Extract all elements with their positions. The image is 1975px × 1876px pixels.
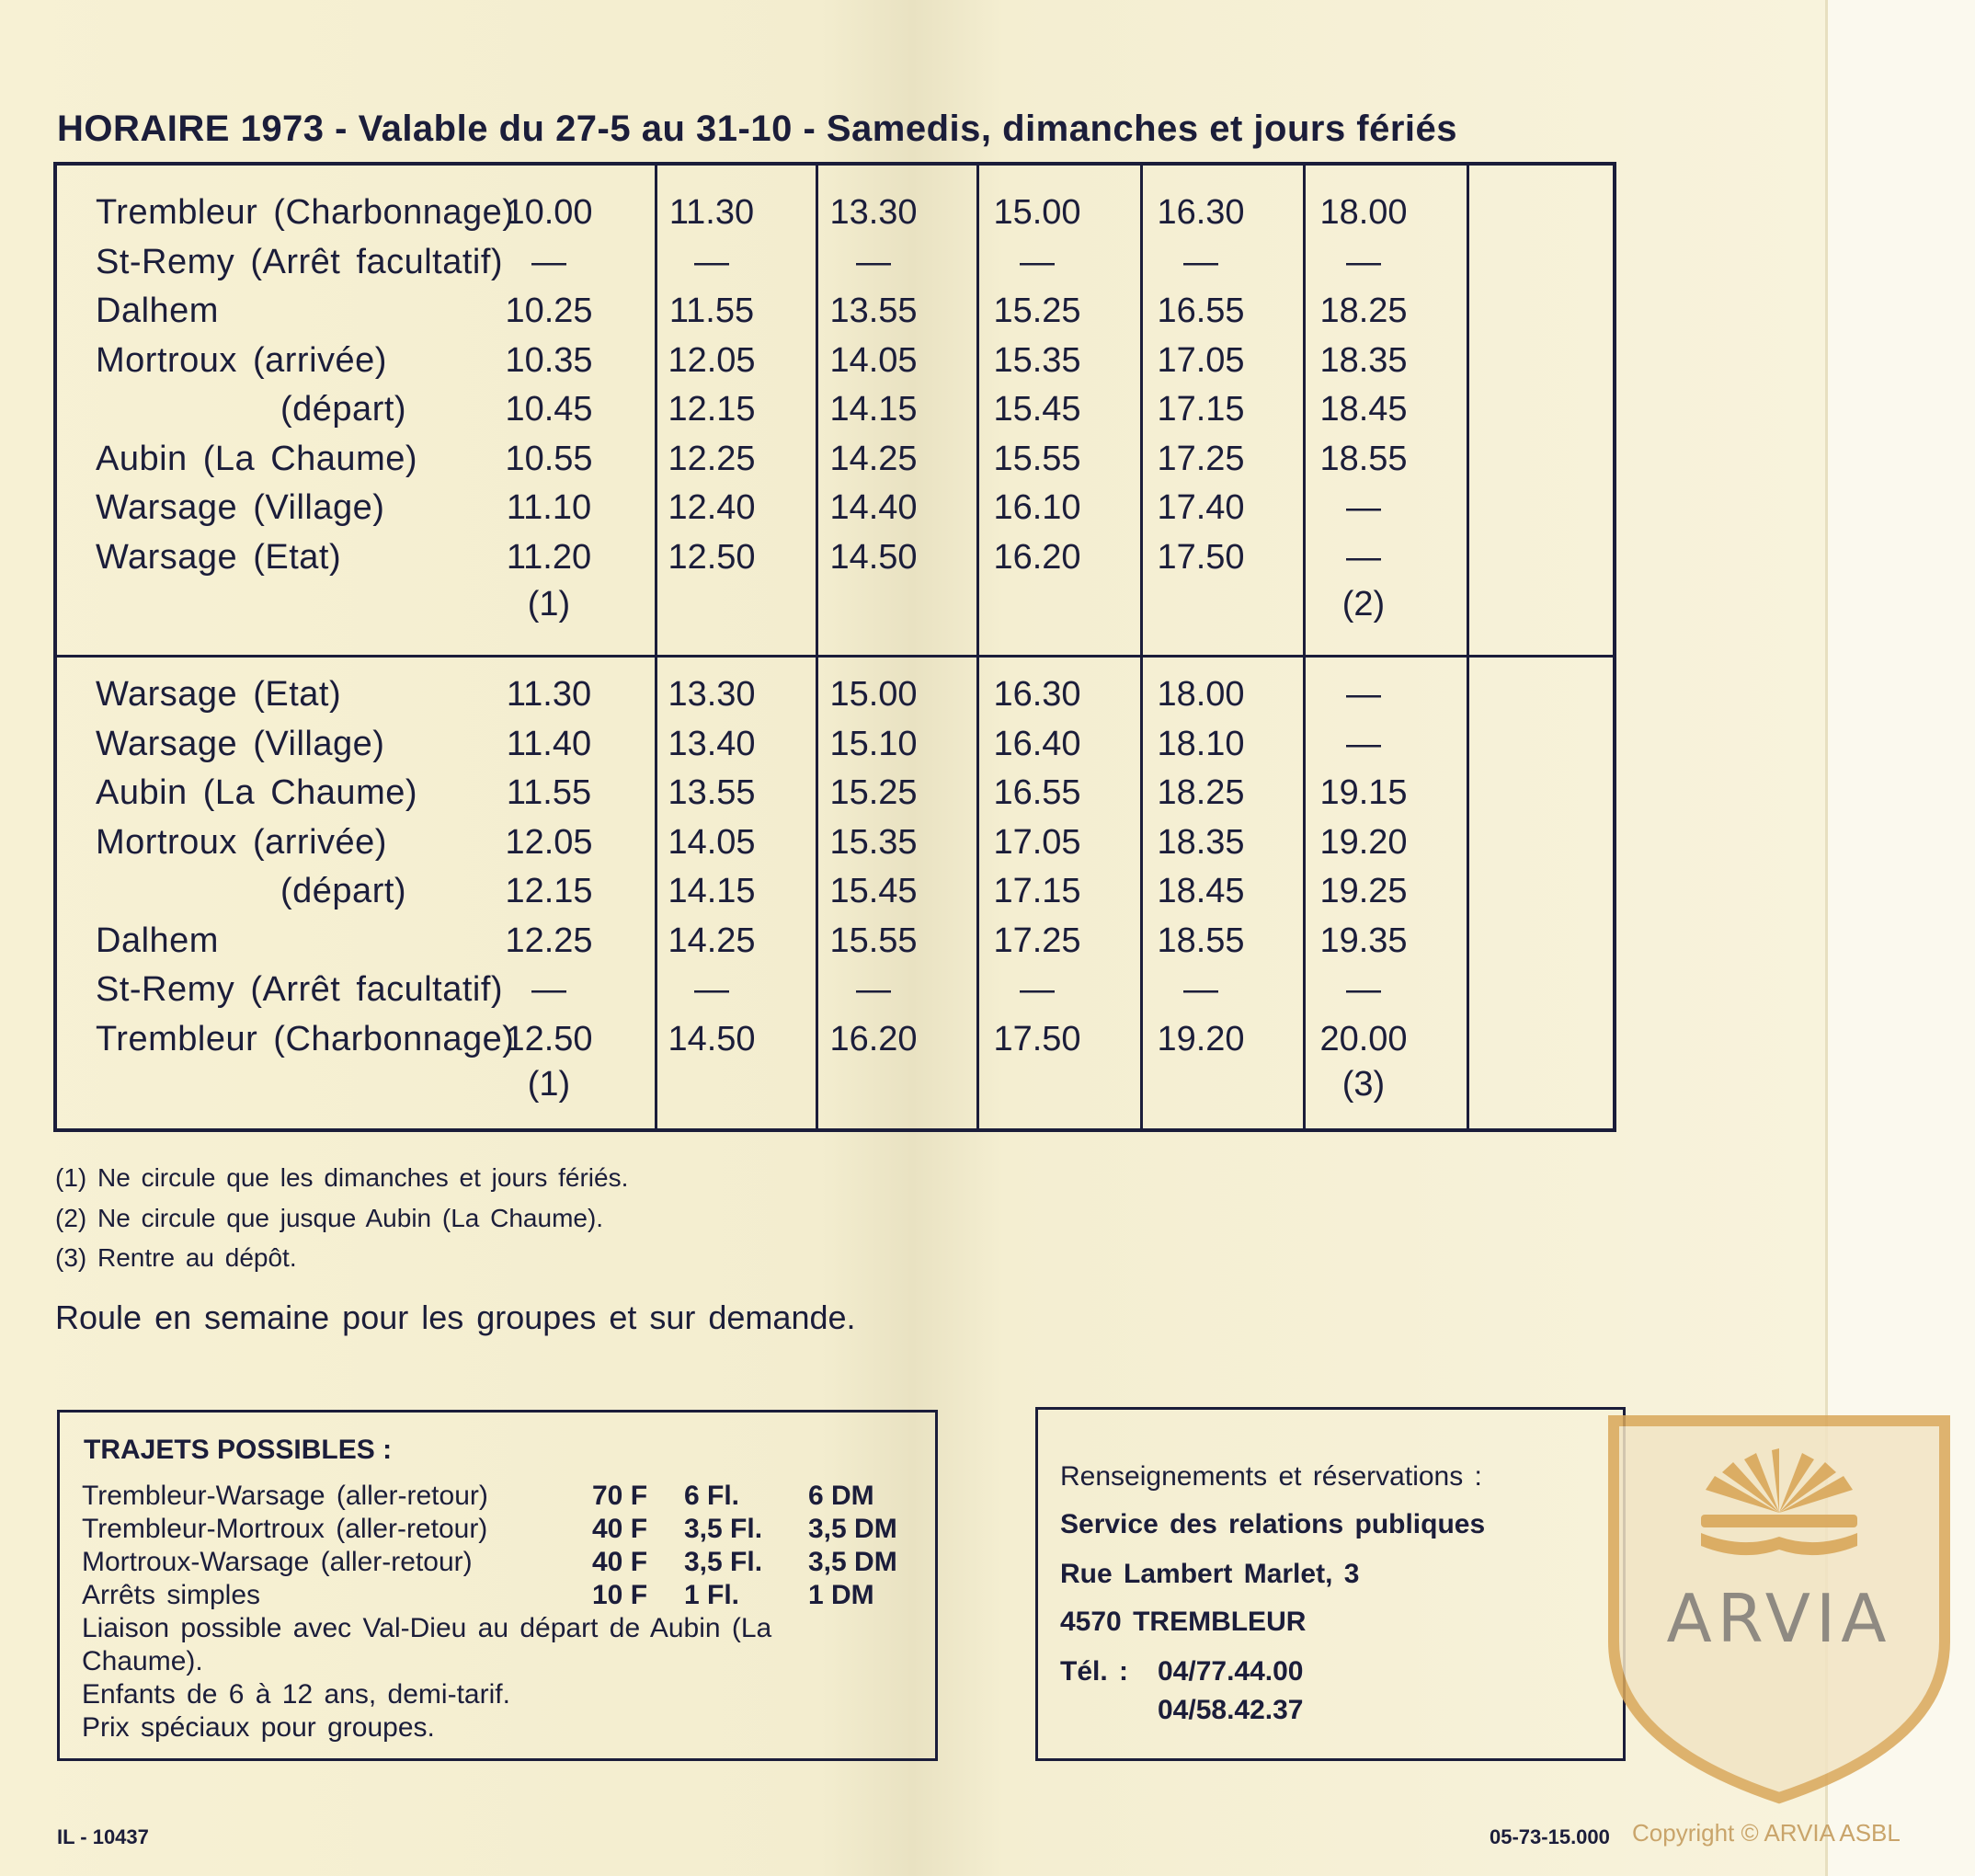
fare-mark: 1 DM [808, 1580, 874, 1610]
stop-name: Mortroux (arrivée) [96, 822, 387, 862]
departure-time: 18.35 [1157, 822, 1245, 862]
fare-franc: 70 F [592, 1481, 648, 1511]
fare-route: Mortroux-Warsage (aller-retour) [82, 1547, 473, 1577]
departure-time: 15.00 [993, 193, 1081, 232]
departure-time: 11.20 [506, 537, 592, 577]
departure-time: 15.00 [829, 675, 918, 714]
departure-time: 19.25 [1319, 872, 1408, 910]
arvia-logo [1595, 1412, 1963, 1807]
stop-name: Mortroux (arrivée) [96, 340, 387, 380]
departure-time: — [1020, 970, 1055, 1009]
departure-time: 12.05 [668, 340, 756, 380]
trajets-note: Liaison possible avec Val-Dieu au départ de Aubin (La [82, 1613, 772, 1643]
section-divider [57, 655, 1613, 658]
departure-time: 11.30 [506, 675, 592, 714]
fare-route: Trembleur-Mortroux (aller-retour) [82, 1514, 488, 1544]
contact-street: Rue Lambert Marlet, 3 [1060, 1559, 1360, 1589]
fare-franc: 10 F [592, 1580, 648, 1610]
timetable-title: HORAIRE 1973 - Valable du 27-5 au 31-10 - Samedis, dimanches et jours fériés [57, 109, 1458, 149]
departure-time: 18.00 [1157, 675, 1245, 714]
departure-time: 14.40 [829, 488, 918, 527]
logo-text: ARVIA [1666, 1580, 1892, 1657]
copyright-watermark: Copyright © ARVIA ASBL [1632, 1819, 1901, 1847]
fare-florin: 6 Fl. [684, 1481, 740, 1511]
departure-time: 13.40 [668, 724, 756, 763]
departure-time: 14.25 [668, 921, 756, 960]
timetable [53, 162, 1616, 1132]
departure-time: 15.35 [829, 822, 918, 862]
trajets-note: Enfants de 6 à 12 ans, demi-tarif. [82, 1679, 510, 1710]
departure-time: 17.40 [1157, 488, 1245, 527]
departure-time: 14.05 [668, 822, 756, 862]
departure-time: 18.25 [1319, 292, 1408, 330]
print-code-right: 05-73-15.000 [1490, 1825, 1610, 1848]
stop-name: Warsage (Village) [96, 488, 385, 527]
departure-time: — [1346, 675, 1381, 714]
departure-time: 18.10 [1157, 724, 1245, 763]
stop-name: Aubin (La Chaume) [96, 439, 418, 478]
departure-time: 15.55 [993, 439, 1081, 478]
stop-name: Warsage (Etat) [96, 675, 342, 714]
contact-phone-1: 04/77.44.00 [1158, 1656, 1304, 1687]
contact-heading: Renseignements et réservations : [1060, 1461, 1482, 1492]
departure-time: — [694, 970, 729, 1009]
departure-time: — [856, 970, 891, 1009]
trajets-note: Chaume). [82, 1646, 203, 1676]
departure-time: 11.40 [506, 724, 592, 763]
footnote-marker: (3) [1341, 1065, 1386, 1104]
departure-time: 10.25 [505, 292, 593, 330]
trajets-note: Prix spéciaux pour groupes. [82, 1712, 435, 1743]
departure-time: 12.40 [668, 488, 756, 527]
departure-time: 12.50 [668, 537, 756, 577]
footnote-2: (2) Ne circule que jusque Aubin (La Chaume). [55, 1204, 604, 1232]
departure-time: 18.45 [1157, 872, 1245, 910]
departure-time: — [1346, 724, 1381, 763]
departure-time: 19.20 [1157, 1019, 1245, 1058]
fare-mark: 3,5 DM [808, 1547, 897, 1577]
fare-franc: 40 F [592, 1514, 648, 1544]
departure-time: 14.15 [668, 872, 756, 910]
departure-time: 17.25 [1157, 439, 1245, 478]
fare-mark: 3,5 DM [808, 1514, 897, 1544]
stop-name: Aubin (La Chaume) [96, 773, 418, 812]
departure-time: — [1183, 970, 1218, 1009]
departure-time: — [694, 242, 729, 281]
departure-time: 16.20 [829, 1019, 918, 1058]
stop-name: St-Remy (Arrêt facultatif) [96, 242, 504, 281]
departure-time: 12.25 [505, 921, 593, 960]
departure-time: 13.30 [668, 675, 756, 714]
departure-time: 19.20 [1319, 822, 1408, 862]
departure-time: 16.20 [993, 537, 1081, 577]
fare-route: Trembleur-Warsage (aller-retour) [82, 1481, 488, 1511]
departure-time: 15.25 [993, 292, 1081, 330]
contact-box [1035, 1407, 1626, 1761]
departure-time: 18.55 [1157, 921, 1245, 960]
departure-time: 13.30 [829, 193, 918, 232]
departure-time: 14.15 [829, 390, 918, 429]
fare-route: Arrêts simples [82, 1580, 261, 1610]
trajets-title: TRAJETS POSSIBLES : [84, 1435, 393, 1465]
stop-name: Trembleur (Charbonnage) [96, 193, 515, 232]
departure-time: — [531, 970, 566, 1009]
departure-time: 11.10 [506, 488, 592, 527]
stop-name: Trembleur (Charbonnage) [96, 1019, 515, 1058]
departure-time: 17.15 [1157, 390, 1245, 429]
departure-time: 14.50 [668, 1019, 756, 1058]
footnote-marker: (2) [1341, 585, 1386, 623]
departure-time: 15.35 [993, 340, 1081, 380]
departure-time: 12.05 [505, 822, 593, 862]
departure-time: — [1183, 242, 1218, 281]
departure-time: 17.25 [993, 921, 1081, 960]
departure-time: 16.30 [1157, 193, 1245, 232]
departure-time: 19.35 [1319, 921, 1408, 960]
departure-time: 10.55 [505, 439, 593, 478]
fare-florin: 1 Fl. [684, 1580, 740, 1610]
departure-time: 20.00 [1319, 1019, 1408, 1058]
departure-time: 17.15 [993, 872, 1081, 910]
departure-time: 12.15 [505, 872, 593, 910]
departure-time: 14.25 [829, 439, 918, 478]
departure-time: 16.10 [993, 488, 1081, 527]
departure-time: 18.25 [1157, 773, 1245, 812]
print-code-left: IL - 10437 [57, 1825, 149, 1848]
stop-name: (départ) [280, 872, 407, 910]
departure-time: 16.40 [993, 724, 1081, 763]
contact-service: Service des relations publiques [1060, 1509, 1486, 1539]
fare-mark: 6 DM [808, 1481, 874, 1511]
departure-time: — [1346, 970, 1381, 1009]
departure-time: 13.55 [829, 292, 918, 330]
departure-time: 17.05 [1157, 340, 1245, 380]
departure-time: 11.55 [506, 773, 592, 812]
stop-name: St-Remy (Arrêt facultatif) [96, 970, 504, 1009]
stop-name: Warsage (Village) [96, 724, 385, 763]
departure-time: 12.25 [668, 439, 756, 478]
departure-time: 19.15 [1319, 773, 1408, 812]
departure-time: — [531, 242, 566, 281]
departure-time: 13.55 [668, 773, 756, 812]
departure-time: 16.30 [993, 675, 1081, 714]
departure-time: — [1346, 242, 1381, 281]
footnote-3: (3) Rentre au dépôt. [55, 1243, 297, 1272]
departure-time: 14.50 [829, 537, 918, 577]
contact-phone-2: 04/58.42.37 [1158, 1695, 1304, 1725]
departure-time: 18.55 [1319, 439, 1408, 478]
departure-time: 17.50 [993, 1019, 1081, 1058]
column-divider [1467, 166, 1469, 1128]
departure-time: 10.35 [505, 340, 593, 380]
departure-time: 12.50 [505, 1019, 593, 1058]
stop-name: (départ) [280, 390, 407, 429]
departure-time: 18.00 [1319, 193, 1408, 232]
stop-name: Warsage (Etat) [96, 537, 342, 577]
departure-time: 16.55 [1157, 292, 1245, 330]
footnote-1: (1) Ne circule que les dimanches et jours fériés. [55, 1163, 629, 1192]
footnote-marker: (1) [527, 1065, 571, 1104]
departure-time: 10.45 [505, 390, 593, 429]
contact-phone-label: Tél. : [1060, 1656, 1129, 1687]
departure-time: 17.50 [1157, 537, 1245, 577]
departure-time: 10.00 [505, 193, 593, 232]
footnote-marker: (1) [527, 585, 571, 623]
fare-franc: 40 F [592, 1547, 648, 1577]
departure-time: 16.55 [993, 773, 1081, 812]
departure-time: — [856, 242, 891, 281]
stop-name: Dalhem [96, 921, 219, 960]
departure-time: 15.45 [993, 390, 1081, 429]
trajets-box [57, 1410, 938, 1761]
departure-time: 12.15 [668, 390, 756, 429]
fare-florin: 3,5 Fl. [684, 1514, 763, 1544]
weekday-notice: Roule en semaine pour les groupes et sur demande. [55, 1298, 856, 1336]
departure-time: 15.55 [829, 921, 918, 960]
departure-time: 17.05 [993, 822, 1081, 862]
contact-city: 4570 TREMBLEUR [1060, 1607, 1307, 1637]
departure-time: 15.45 [829, 872, 918, 910]
departure-time: 18.35 [1319, 340, 1408, 380]
fare-florin: 3,5 Fl. [684, 1547, 763, 1577]
departure-time: 14.05 [829, 340, 918, 380]
departure-time: — [1346, 537, 1381, 577]
departure-time: 11.30 [668, 193, 755, 232]
departure-time: — [1346, 488, 1381, 527]
departure-time: 15.25 [829, 773, 918, 812]
stop-name: Dalhem [96, 292, 219, 330]
departure-time: — [1020, 242, 1055, 281]
departure-time: 11.55 [668, 292, 755, 330]
departure-time: 15.10 [829, 724, 918, 763]
departure-time: 18.45 [1319, 390, 1408, 429]
